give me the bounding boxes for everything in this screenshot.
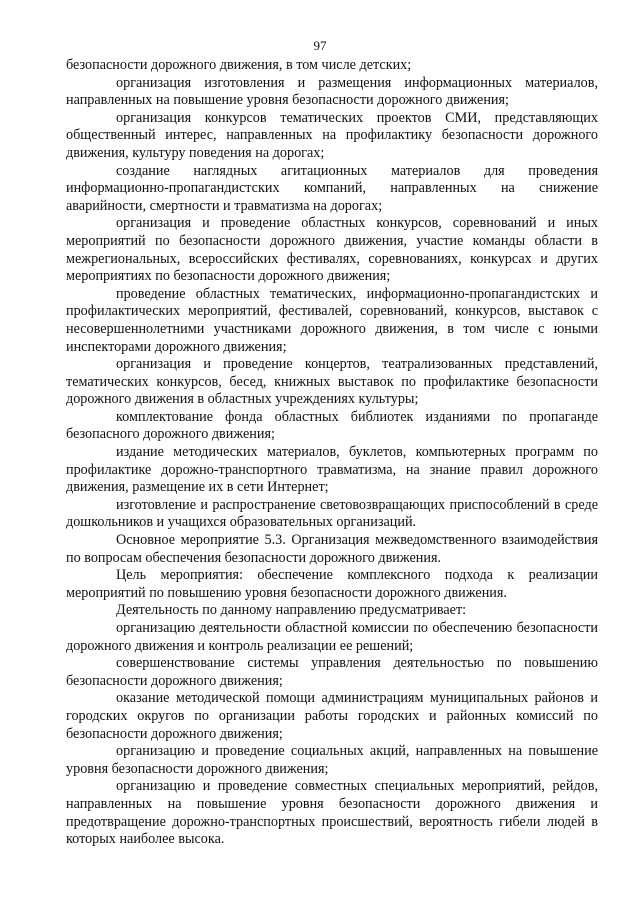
paragraph: организацию и проведение совместных специальных мероприятий, рейдов, направленных на повышение уровня безопасности дорожного движения и предотвращение дорожно-транспортных происшествий, вероятность гибели людей в которых наиболее высока.	[66, 778, 598, 848]
document-body	[66, 57, 598, 849]
paragraph: оказание методической помощи администрациям муниципальных районов и городских округов по организации работы городских и районных комиссий по безопасности дорожного движения;	[66, 690, 598, 742]
paragraph: совершенствование системы управления деятельностью по повышению безопасности дорожного движения;	[66, 655, 598, 689]
paragraph: изготовление и распространение световозвращающих приспособлений в среде дошкольников и учащихся образовательных организаций.	[66, 496, 598, 531]
paragraph: проведение областных тематических, информационно-пропагандистских и профилактических мероприятий, фестивалей, соревнований, конкурсов, выставок с несовершеннолетними участниками дорожного движения, в том числе с юными инспекторами дорожного движения;	[66, 285, 598, 355]
paragraph: комплектование фонда областных библиотек изданиями по пропаганде безопасного дорожного движения;	[66, 408, 598, 443]
paragraph-main-activity: Основное мероприятие 5.3. Организация межведомственного взаимодействия по вопросам обеспечения безопасности дорожного движения.	[66, 532, 598, 566]
paragraph-continuation: безопасности дорожного движения, в том числе детских;	[66, 57, 412, 73]
paragraph: создание наглядных агитационных материалов для проведения информационно-пропагандистских компаний, направленных на снижение аварийности, смертности и травматизма на дорогах;	[66, 162, 598, 214]
paragraph: организация изготовления и размещения информационных материалов, направленных на повышение уровня безопасности дорожного движения;	[66, 74, 598, 109]
paragraph: организация и проведение областных конкурсов, соревнований и иных мероприятий по безопасности дорожного движения, участие команды области в межрегиональных, всероссийских фестивалях, соревнованиях, конкурсах и других мероприятиях по безопасности дорожного движения;	[66, 215, 598, 285]
paragraph-goal: Цель мероприятия: обеспечение комплексного подхода к реализации мероприятий по повышению уровня безопасности дорожного движения.	[66, 567, 598, 601]
paragraph: организацию деятельности областной комиссии по обеспечению безопасности дорожного движения и контроль реализации ее решений;	[66, 620, 598, 654]
paragraph: организация и проведение концертов, театрализованных представлений, тематических конкурсов, бесед, книжных выставок по профилактике безопасности дорожного движения в областных учреждениях культуры;	[66, 356, 598, 408]
paragraph-intro: Деятельность по данному направлению предусматривает:	[116, 602, 467, 619]
page-number: 97	[313, 38, 327, 53]
paragraph: организация конкурсов тематических проектов СМИ, представляющих общественный интерес, направленных на профилактику безопасности дорожного движения, культуру поведения на дорогах;	[66, 109, 598, 161]
paragraph: организацию и проведение социальных акций, направленных на повышение уровня безопасности дорожного движения;	[66, 743, 598, 777]
paragraph: издание методических материалов, буклетов, компьютерных программ по профилактике дорожно-транспортного травматизма, на знание правил дорожного движения, размещение их в сети Интернет;	[66, 444, 598, 496]
